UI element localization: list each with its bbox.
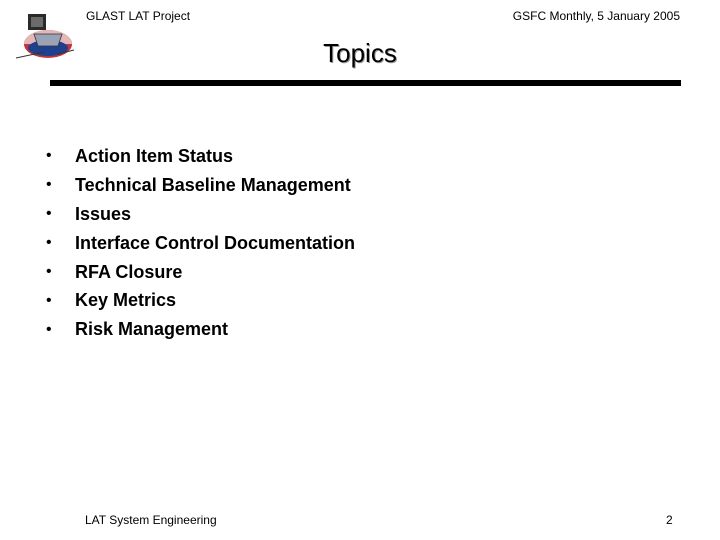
topic-label: Technical Baseline Management [75, 174, 351, 195]
topic-label: Key Metrics [75, 290, 177, 311]
bullet-icon: • [46, 147, 52, 165]
bullet-icon: • [46, 320, 52, 338]
bullet-icon: • [46, 263, 52, 280]
topic-label: Interface Control Documentation [75, 232, 356, 253]
title-divider [50, 80, 681, 86]
bullet-icon: • [46, 234, 52, 252]
topic-label: Action Item Status [75, 145, 234, 166]
bullet-icon: • [46, 205, 52, 223]
slide-title: Topics [323, 38, 397, 68]
footer-org: LAT System Engineering [85, 513, 217, 527]
topic-label: Issues [75, 203, 132, 224]
list-item [46, 171, 355, 200]
topic-label: RFA Closure [75, 261, 183, 282]
list-item [46, 142, 355, 171]
topics-list [46, 142, 355, 344]
list-item [46, 229, 355, 258]
list-item [46, 315, 355, 344]
list-item [46, 200, 355, 229]
meeting-date: GSFC Monthly, 5 January 2005 [512, 9, 680, 23]
list-item [46, 258, 355, 287]
project-name: GLAST LAT Project [86, 9, 191, 23]
page-number: 2 [666, 513, 673, 527]
bullet-icon: • [46, 291, 52, 309]
bullet-icon: • [46, 176, 52, 194]
topic-label: Risk Management [75, 319, 229, 340]
list-item [46, 286, 355, 315]
